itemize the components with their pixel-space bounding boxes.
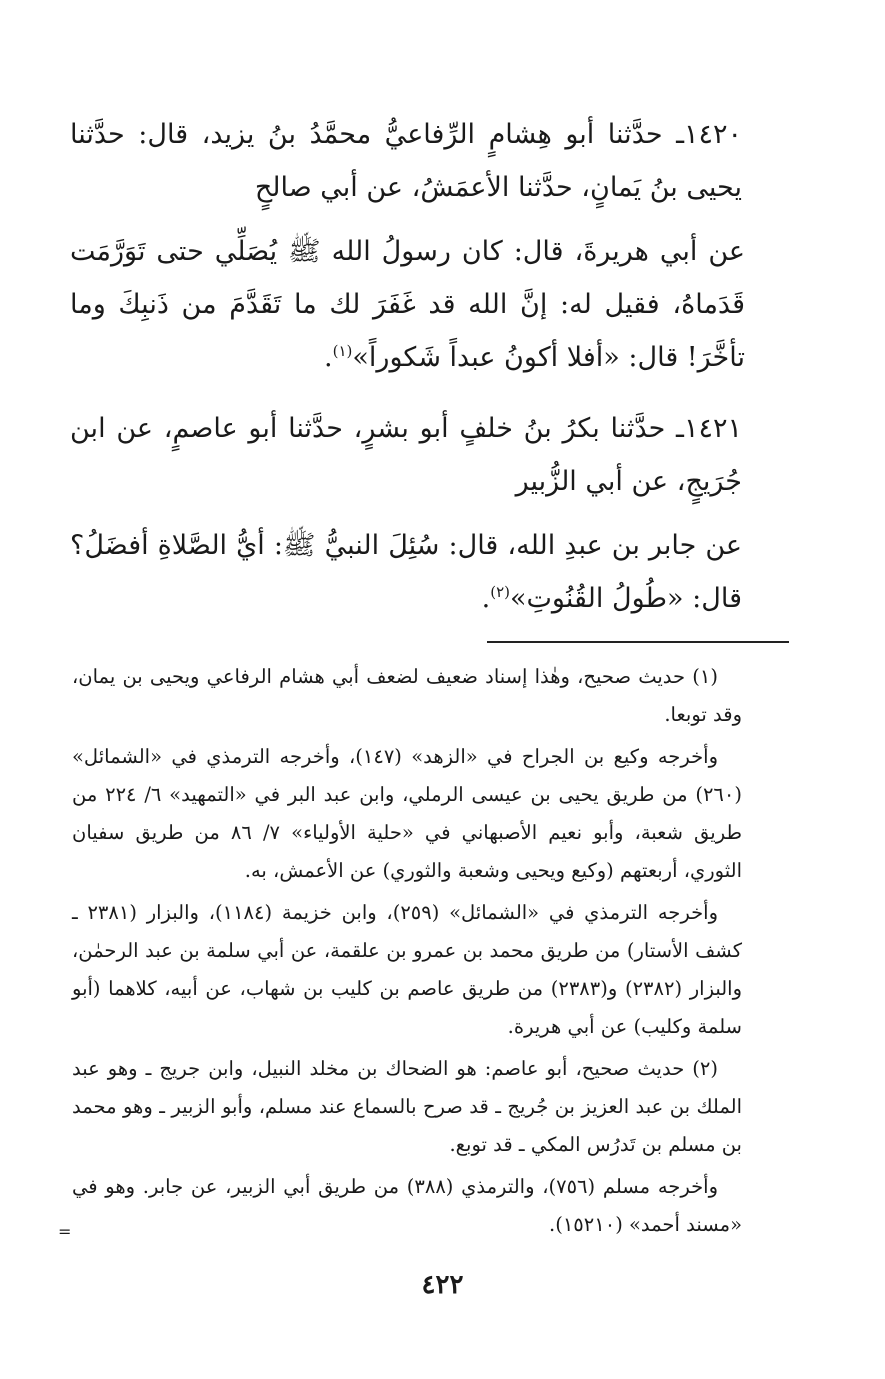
footnote-ref-2[interactable]: (٢) — [490, 583, 510, 601]
hadith-1420-isnad — [70, 108, 742, 214]
footnote-separator — [487, 641, 789, 643]
footnote-1-sources-a: وأخرجه وكيع بن الجراح في «الزهد» (١٤٧)، وأخرجه الترمذي في «الشمائل» (٢٦٠) من طريق يحيى بن عيسى الرملي، وابن عبد البر في «التمهيد» ٦/ ٢٢٤ من طريق شعبة، وأبو نعيم الأصبهاني في «حلية الأولياء» ٧/ ٨٦ من طريق سفيان الثوري، أربعتهم (وكيع ويحيى وشعبة والثوري) عن الأعمش، به. — [72, 745, 742, 882]
hadith-1420-matn: عن أبي هريرةَ، قال: كان رسولُ الله ﷺ يُصَلِّي حتى تَوَرَّمَت قَدَماهُ، فقيل له: إنَّ الله قد غَفَرَ لك ما تَقَدَّمَ من ذَنبِكَ وما تأخَّرَ! قال: «أفلا أكونُ عبداً شَكوراً»$^{(١)}$. — [70, 236, 745, 373]
hadith-1421-isnad-text: ١٤٢١ـ حدَّثنا بكرُ بنُ خلفٍ أبو بشرٍ، حدَّثنا أبو عاصمٍ، عن ابن جُرَيجٍ، عن أبي الزُّبير — [70, 413, 742, 497]
footnote-2-sources: وأخرجه مسلم (٧٥٦)، والترمذي (٣٨٨) من طريق أبي الزبير، عن جابر. وهو في «مسند أحمد» (١٥٢١٠). — [72, 1175, 742, 1236]
footnotes-section — [72, 658, 742, 1248]
footnote-1-sources-b: وأخرجه الترمذي في «الشمائل» (٢٥٩)، وابن خزيمة (١١٨٤)، والبزار (٢٣٨١ ـ كشف الأستار) من طريق محمد بن عمرو بن علقمة، عن أبي سلمة بن عبد الرحمٰن، والبزار (٢٣٨٢) و(٢٣٨٣) من طريق عاصم بن كليب بن شهاب، عن أبيه، كلاهما (أبو سلمة وكليب) عن أبي هريرة. — [72, 901, 742, 1038]
hadith-1420-isnad-text: ١٤٢٠ـ حدَّثنا أبو هِشامٍ الرِّفاعيُّ محمَّدُ بنُ يزيد، قال: حدَّثنا يحيى بنُ يَمانٍ، حدَّثنا الأعمَشُ، عن أبي صالحٍ — [70, 119, 742, 203]
footnote-ref-1[interactable]: (١) — [332, 342, 353, 360]
page-number: ٤٢٢ — [421, 1270, 464, 1300]
hadith-1420-matn-text: عن أبي هريرةَ، قال: كان رسولُ الله ﷺ يُصَلِّي حتى تَوَرَّمَت قَدَماهُ، فقيل له: إنَّ الله قد غَفَرَ لك ما تَقَدَّمَ من ذَنبِكَ وما تأخَّرَ! قال: «أفلا أكونُ عبداً شَكوراً» — [70, 236, 745, 373]
hadith-1421-matn-text: عن جابر بن عبدِ الله، قال: سُئِلَ النبيُّ ﷺ: أيُّ الصَّلاةِ أفضَلُ؟ قال: «طُولُ القُنُوتِ» — [70, 530, 742, 614]
hadith-1421-matn: عن جابر بن عبدِ الله، قال: سُئِلَ النبيُّ ﷺ: أيُّ الصَّلاةِ أفضَلُ؟ قال: «طُولُ القُنُوتِ»$^{(٢)}$. — [70, 530, 742, 614]
footnote-1-intro: (١) حديث صحيح، وهٰذا إسناد ضعيف لضعف أبي هشام الرفاعي ويحيى بن يمان، وقد توبعا. — [72, 665, 742, 726]
continuation-mark: = — [58, 1222, 72, 1241]
footnote-2-intro: (٢) حديث صحيح، أبو عاصم: هو الضحاك بن مخلد النبيل، وابن جريج ـ وهو عبد الملك بن عبد العزيز بن جُريج ـ قد صرح بالسماع عند مسلم، وأبو الزبير ـ وهو محمد بن مسلم بن تَدرُس المكي ـ قد توبع. — [72, 1057, 742, 1156]
hadith-1421-isnad — [70, 402, 742, 508]
